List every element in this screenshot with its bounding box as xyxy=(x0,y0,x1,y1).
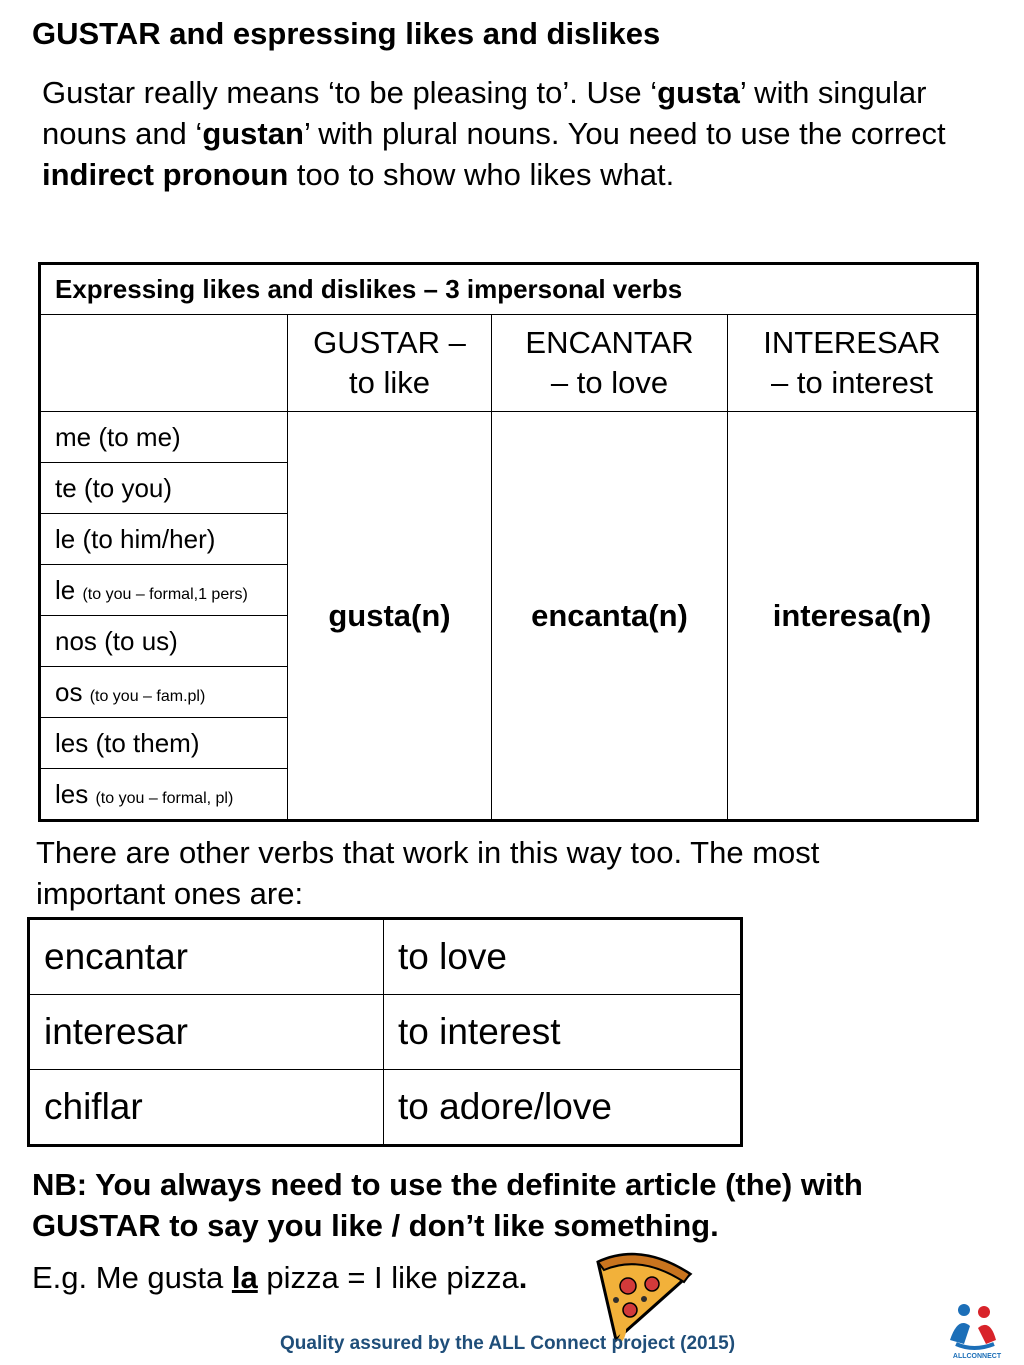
form-interesar: interesa(n) xyxy=(728,412,978,821)
pronoun-main: le (to him/her) xyxy=(55,523,216,554)
pronoun-cell xyxy=(40,769,288,821)
pronoun-note: (to you – formal, pl) xyxy=(95,789,234,807)
verb-meaning: – to love xyxy=(550,365,669,400)
nb-note: NB: You always need to use the definite article (the) with GUSTAR to say you like / don’t like something. xyxy=(32,1167,863,1243)
verb-cell: encantar xyxy=(29,919,384,995)
footer-credit: Quality assured by the ALL Connect project (2015) xyxy=(280,1333,736,1354)
allconnect-logo xyxy=(944,1300,1010,1360)
verb-name: INTERESAR xyxy=(763,325,941,360)
intro-text-4: too to show who likes what. xyxy=(288,157,675,192)
pronoun-cell xyxy=(40,514,288,565)
table-row xyxy=(40,412,978,463)
example-pre: E.g. Me gusta xyxy=(32,1260,232,1295)
intro-text-1: Gustar really means ‘to be pleasing to’. Use ‘ xyxy=(42,75,658,110)
other-verbs-paragraph: There are other verbs that work in this way too. The most important ones are: xyxy=(36,835,820,911)
example-post: pizza = I like pizza xyxy=(257,1260,519,1295)
verb-heading-encantar xyxy=(492,315,728,412)
empty-corner-cell xyxy=(40,315,288,412)
table-header-row xyxy=(40,264,978,315)
pronoun-main: le xyxy=(55,574,83,605)
table-row xyxy=(29,995,742,1070)
table-row xyxy=(29,1070,742,1146)
pronoun-main: me (to me) xyxy=(55,421,181,452)
meaning-cell: to love xyxy=(384,919,742,995)
pronoun-cell xyxy=(40,565,288,616)
form-encantar: encanta(n) xyxy=(492,412,728,821)
verb-heading-row xyxy=(40,315,978,412)
pronoun-main: nos (to us) xyxy=(55,625,178,656)
example-article: la xyxy=(231,1260,258,1295)
meaning-cell: to interest xyxy=(384,995,742,1070)
intro-bold-indirect-pronoun: indirect pronoun xyxy=(42,157,289,192)
pronoun-main: les (to them) xyxy=(55,727,200,758)
meaning-cell: to adore/love xyxy=(384,1070,742,1146)
other-verbs-table xyxy=(27,917,743,1147)
pronoun-note: (to you – formal,1 pers) xyxy=(82,585,248,603)
verb-meaning: – to interest xyxy=(771,365,933,400)
example-end: . xyxy=(518,1260,528,1295)
pronoun-cell xyxy=(40,463,288,514)
intro-bold-gusta: gusta xyxy=(657,75,740,110)
verb-meaning: to like xyxy=(349,365,430,400)
pronoun-cell xyxy=(40,412,288,463)
verb-cell: interesar xyxy=(29,995,384,1070)
pronoun-main: les xyxy=(55,778,96,809)
intro-text-3: ’ with plural nouns. You need to use the correct xyxy=(303,116,946,151)
verb-heading-interesar xyxy=(728,315,978,412)
verb-heading-gustar xyxy=(288,315,492,412)
pronoun-cell xyxy=(40,616,288,667)
verb-name: GUSTAR – xyxy=(313,325,466,360)
intro-bold-gustan: gustan xyxy=(202,116,304,151)
table-row xyxy=(29,919,742,995)
intro-paragraph xyxy=(42,72,962,195)
pronoun-main: os xyxy=(55,676,90,707)
pronoun-note: (to you – fam.pl) xyxy=(89,687,206,705)
verb-name: ENCANTAR xyxy=(525,325,694,360)
pizza-slice-icon xyxy=(586,1244,696,1344)
form-gustar: gusta(n) xyxy=(288,412,492,821)
pronoun-cell xyxy=(40,718,288,769)
intro-text-2: ’ with singular nouns and ‘ xyxy=(42,75,927,151)
example-sentence xyxy=(32,1260,527,1296)
pronoun-cell xyxy=(40,667,288,718)
logo-text: ALLCONNECT xyxy=(952,1353,1002,1360)
page-title: GUSTAR and espressing likes and dislikes xyxy=(32,16,661,51)
pronoun-main: te (to you) xyxy=(55,472,173,503)
verb-cell: chiflar xyxy=(29,1070,384,1146)
table-header: Expressing likes and dislikes – 3 impersonal verbs xyxy=(40,264,978,315)
impersonal-verbs-table xyxy=(38,262,979,822)
